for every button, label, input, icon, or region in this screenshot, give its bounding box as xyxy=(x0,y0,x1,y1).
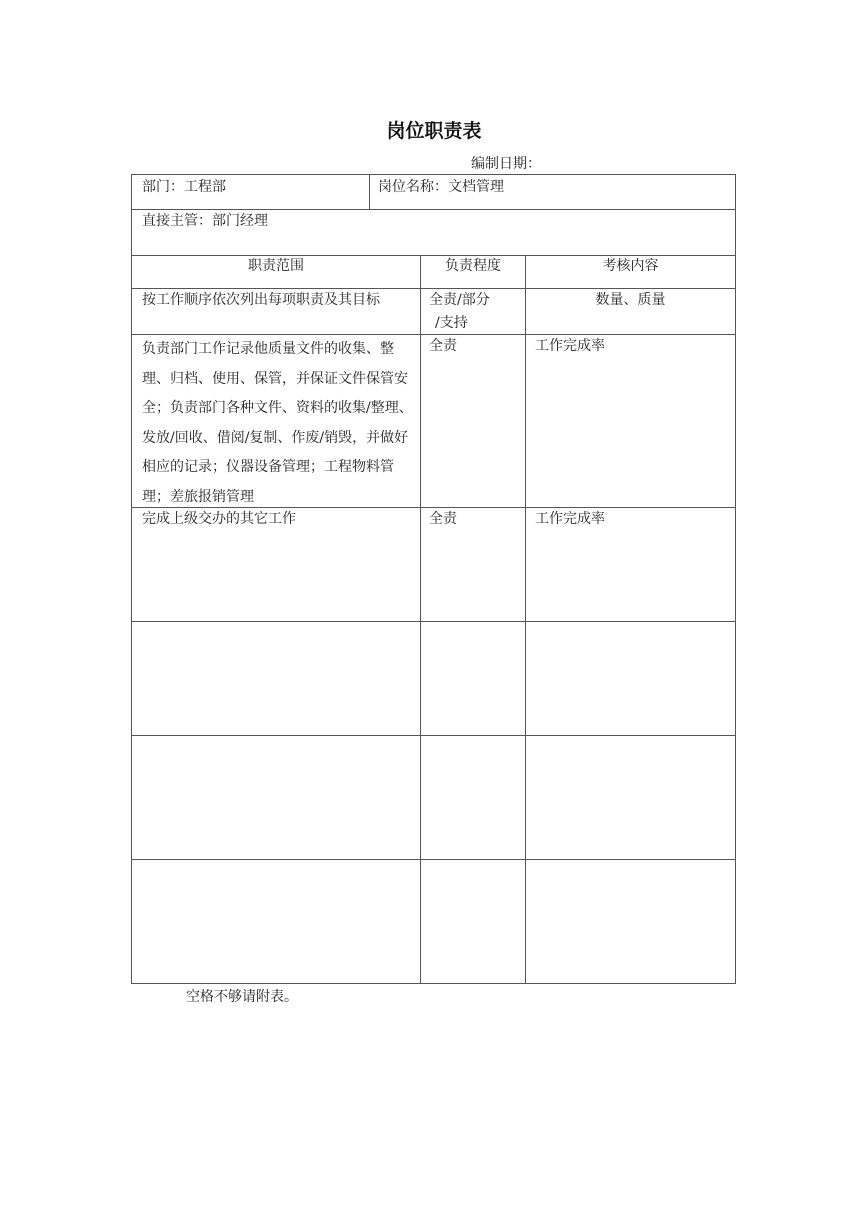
divider xyxy=(420,255,421,983)
supervisor-cell: 直接主管：部门经理 xyxy=(142,213,268,229)
guide-scope-cell: 按工作顺序依次列出每项职责及其目标 xyxy=(142,292,380,308)
guide-degree-line: /支持 xyxy=(435,315,468,331)
column-header-scope: 职责范围 xyxy=(248,258,304,274)
duty-degree-cell: 全责 xyxy=(429,338,457,354)
page-title: 岗位职责表 xyxy=(386,120,482,142)
guide-degree-cell xyxy=(429,289,524,335)
divider xyxy=(369,175,370,209)
duty-assessment-cell: 工作完成率 xyxy=(535,338,605,354)
duty-table xyxy=(131,174,736,984)
duty-degree-cell: 全责 xyxy=(429,511,457,527)
column-header-degree: 负责程度 xyxy=(445,258,501,274)
duty-assessment-cell: 工作完成率 xyxy=(535,511,605,527)
column-header-assessment: 考核内容 xyxy=(602,258,659,274)
guide-assessment-cell: 数量、质量 xyxy=(595,292,666,308)
footnote: 空格不够请附表。 xyxy=(186,989,298,1005)
divider xyxy=(525,255,526,983)
divider xyxy=(132,621,735,622)
guide-degree-line: 全责/部分 xyxy=(429,292,490,308)
divider xyxy=(132,859,735,860)
divider xyxy=(132,735,735,736)
duty-scope-cell: 完成上级交办的其它工作 xyxy=(142,511,296,527)
duty-scope-cell: 负责部门工作记录他质量文件的收集、整理、归档、使用、保管，并保证文件保管安全；负责部门各种文件、资料的收集/整理、发放/回收、借阅/复制、作废/销毁，并做好相应的记录；仪器设备管理；工程物料管理；差旅报销管理 xyxy=(142,341,413,505)
position-name-cell: 岗位名称：文档管理 xyxy=(378,179,504,195)
department-cell: 部门：工程部 xyxy=(142,179,226,195)
compile-date-label: 编制日期： xyxy=(471,156,541,172)
